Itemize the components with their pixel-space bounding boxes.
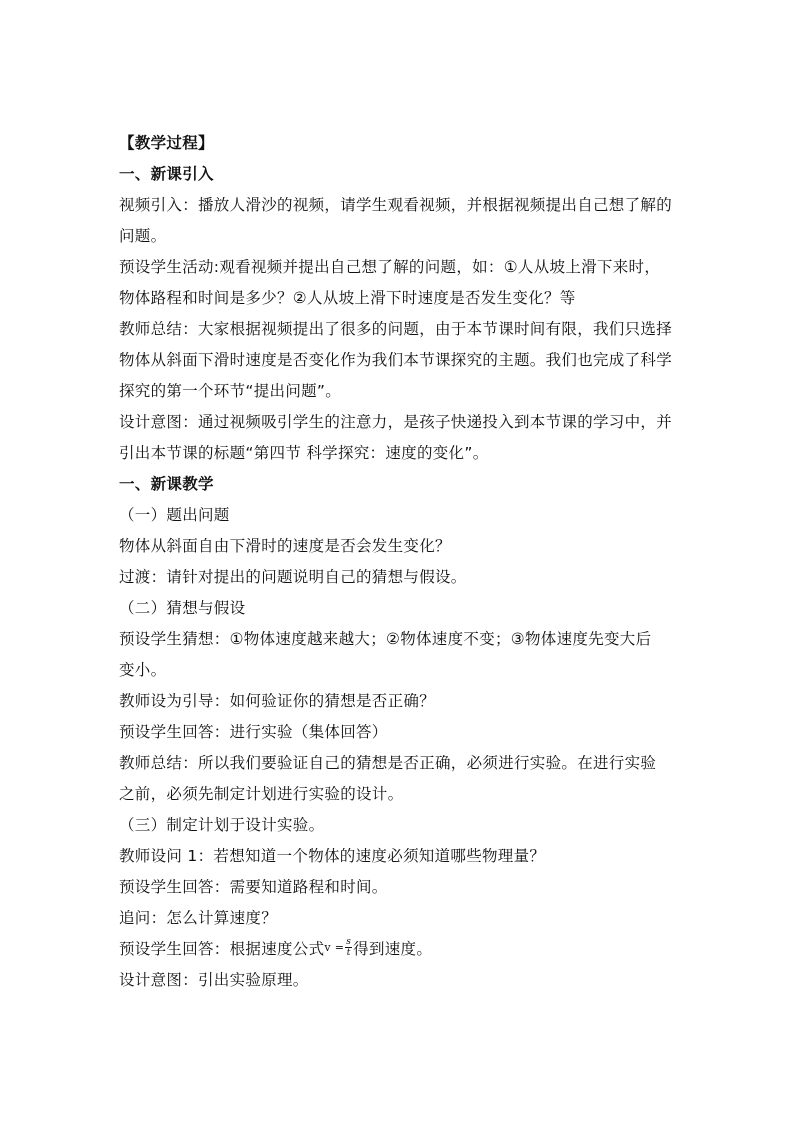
paragraph-line: 引出本节课的标题“第四节 科学探究：速度的变化”。 <box>119 444 489 462</box>
paragraph-line: 物体路程和时间是多少？②人从坡上滑下时速度是否发生变化？等 <box>119 289 576 307</box>
formula-lhs: v = <box>324 940 345 954</box>
paragraph-line: 视频引入：播放人滑沙的视频，请学生观看视频，并根据视频提出自己想了解的 <box>119 196 673 214</box>
paragraph-line: 教师总结：所以我们要验证自己的猜想是否正确，必须进行实验。在进行实验 <box>119 754 657 772</box>
formula-fraction <box>345 938 352 958</box>
formula-trail-text: 得到速度。 <box>353 940 433 958</box>
section-heading-teaching-process: 【教学过程】 <box>119 134 214 152</box>
paragraph-line: 过渡：请针对提出的问题说明自己的猜想与假设。 <box>119 568 467 586</box>
paragraph-line-with-formula <box>119 934 679 965</box>
paragraph-line: 预设学生回答：进行实验（集体回答） <box>119 723 388 741</box>
lesson-content <box>119 128 679 996</box>
paragraph-line: 物体从斜面自由下滑时的速度是否会发生变化？ <box>119 537 451 555</box>
subsection-title: （一）题出问题 <box>119 506 230 524</box>
formula-denominator: t <box>346 947 351 958</box>
paragraph-line: 追问：怎么计算速度？ <box>119 909 278 927</box>
paragraph-line: 变小。 <box>119 661 167 679</box>
paragraph-line: 预设学生猜想：①物体速度越来越大；②物体速度不变；③物体速度先变大后 <box>119 630 652 648</box>
paragraph-line: 物体从斜面下滑时速度是否变化作为我们本节课探究的主题。我们也完成了科学 <box>119 351 673 369</box>
subsection-title: （三）制定计划于设计实验。 <box>119 816 325 834</box>
paragraph-line: 教师总结：大家根据视频提出了很多的问题，由于本节课时间有限，我们只选择 <box>119 320 673 338</box>
formula-lead-text: 预设学生回答：根据速度公式 <box>119 940 325 958</box>
formula-numerator: s <box>346 936 352 947</box>
paragraph-line: 预设学生活动:观看视频并提出自己想了解的问题，如：①人从坡上滑下来时， <box>119 258 661 276</box>
paragraph-line: 教师设问 1：若想知道一个物体的速度必须知道哪些物理量？ <box>119 847 546 865</box>
paragraph-line: 设计意图：引出实验原理。 <box>119 971 309 989</box>
speed-formula <box>324 938 353 958</box>
paragraph-line: 设计意图：通过视频吸引学生的注意力，是孩子快递投入到本节课的学习中，并 <box>119 413 673 431</box>
paragraph-line: 之前，必须先制定计划进行实验的设计。 <box>119 785 404 803</box>
section-title-intro: 一、新课引入 <box>119 165 214 183</box>
paragraph-line: 问题。 <box>119 227 167 245</box>
paragraph-line: 教师设为引导：如何验证你的猜想是否正确？ <box>119 692 436 710</box>
section-title-teaching: 一、新课教学 <box>119 475 214 493</box>
subsection-title: （二）猜想与假设 <box>119 599 246 617</box>
paragraph-line: 探究的第一个环节“提出问题”。 <box>119 382 342 400</box>
paragraph-line: 预设学生回答：需要知道路程和时间。 <box>119 878 388 896</box>
